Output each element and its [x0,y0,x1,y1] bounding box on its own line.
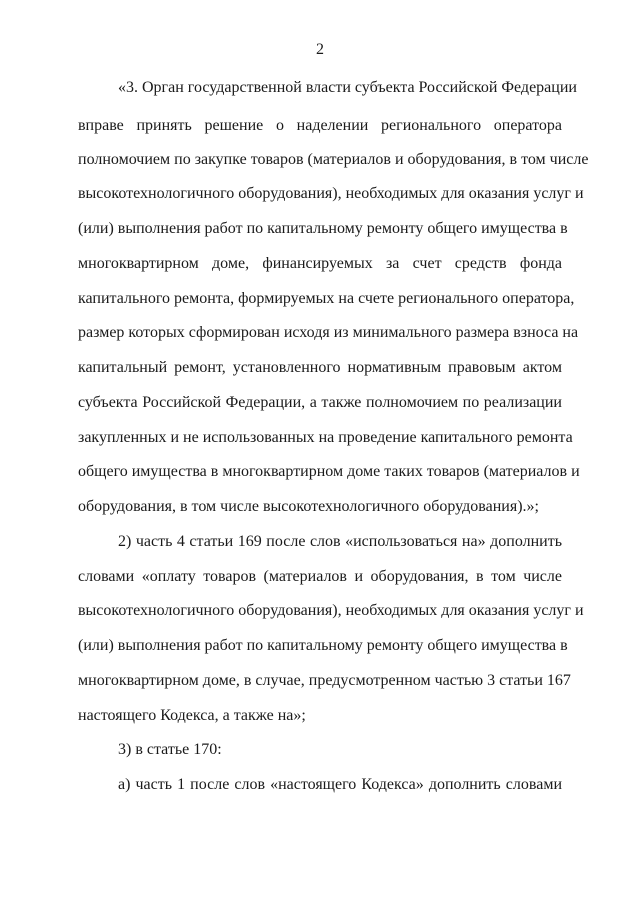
text-line: многоквартирном доме, в случае, предусмотренном частью 3 статьи 167 [78,672,571,689]
text-line: высокотехнологичного оборудования), необходимых для оказания услуг и [78,185,584,202]
text-line: оборудования, в том числе высокотехнологичного оборудования).»; [78,498,539,515]
page-number: 2 [316,41,324,58]
text-line: размер которых сформирован исходя из минимального размера взноса на [78,324,579,341]
text-line: полномочием по закупке товаров (материалов и оборудования, в том числе [78,151,589,168]
text-line: высокотехнологичного оборудования), необходимых для оказания услуг и [78,602,584,619]
text-line: закупленных и не использованных на проведение капитального ремонта [78,429,573,446]
text-line: а) часть 1 после слов «настоящего Кодекса» дополнить словами [118,776,562,793]
text-line: 2) часть 4 статьи 169 после слов «использоваться на» дополнить [118,533,562,550]
text-line: вправе принять решение о наделении регионального оператора [78,117,562,134]
text-line: субъекта Российской Федерации, а также полномочием по реализации [78,394,562,411]
text-line: капитального ремонта, формируемых на счете регионального оператора, [78,290,575,307]
text-line: настоящего Кодекса, а также на»; [78,707,306,724]
text-line: (или) выполнения работ по капитальному ремонту общего имущества в [78,637,568,654]
text-line: словами «оплату товаров (материалов и оборудования, в том числе [78,568,562,585]
text-line: капитальный ремонт, установленного нормативным правовым актом [78,359,562,376]
text-line: общего имущества в многоквартирном доме таких товаров (материалов и [78,463,580,480]
text-line: 3) в статье 170: [118,741,222,758]
text-line: «3. Орган государственной власти субъекта Российской Федерации [118,79,577,96]
text-line: многоквартирном доме, финансируемых за счет средств фонда [78,255,562,272]
text-line: (или) выполнения работ по капитальному ремонту общего имущества в [78,220,568,237]
